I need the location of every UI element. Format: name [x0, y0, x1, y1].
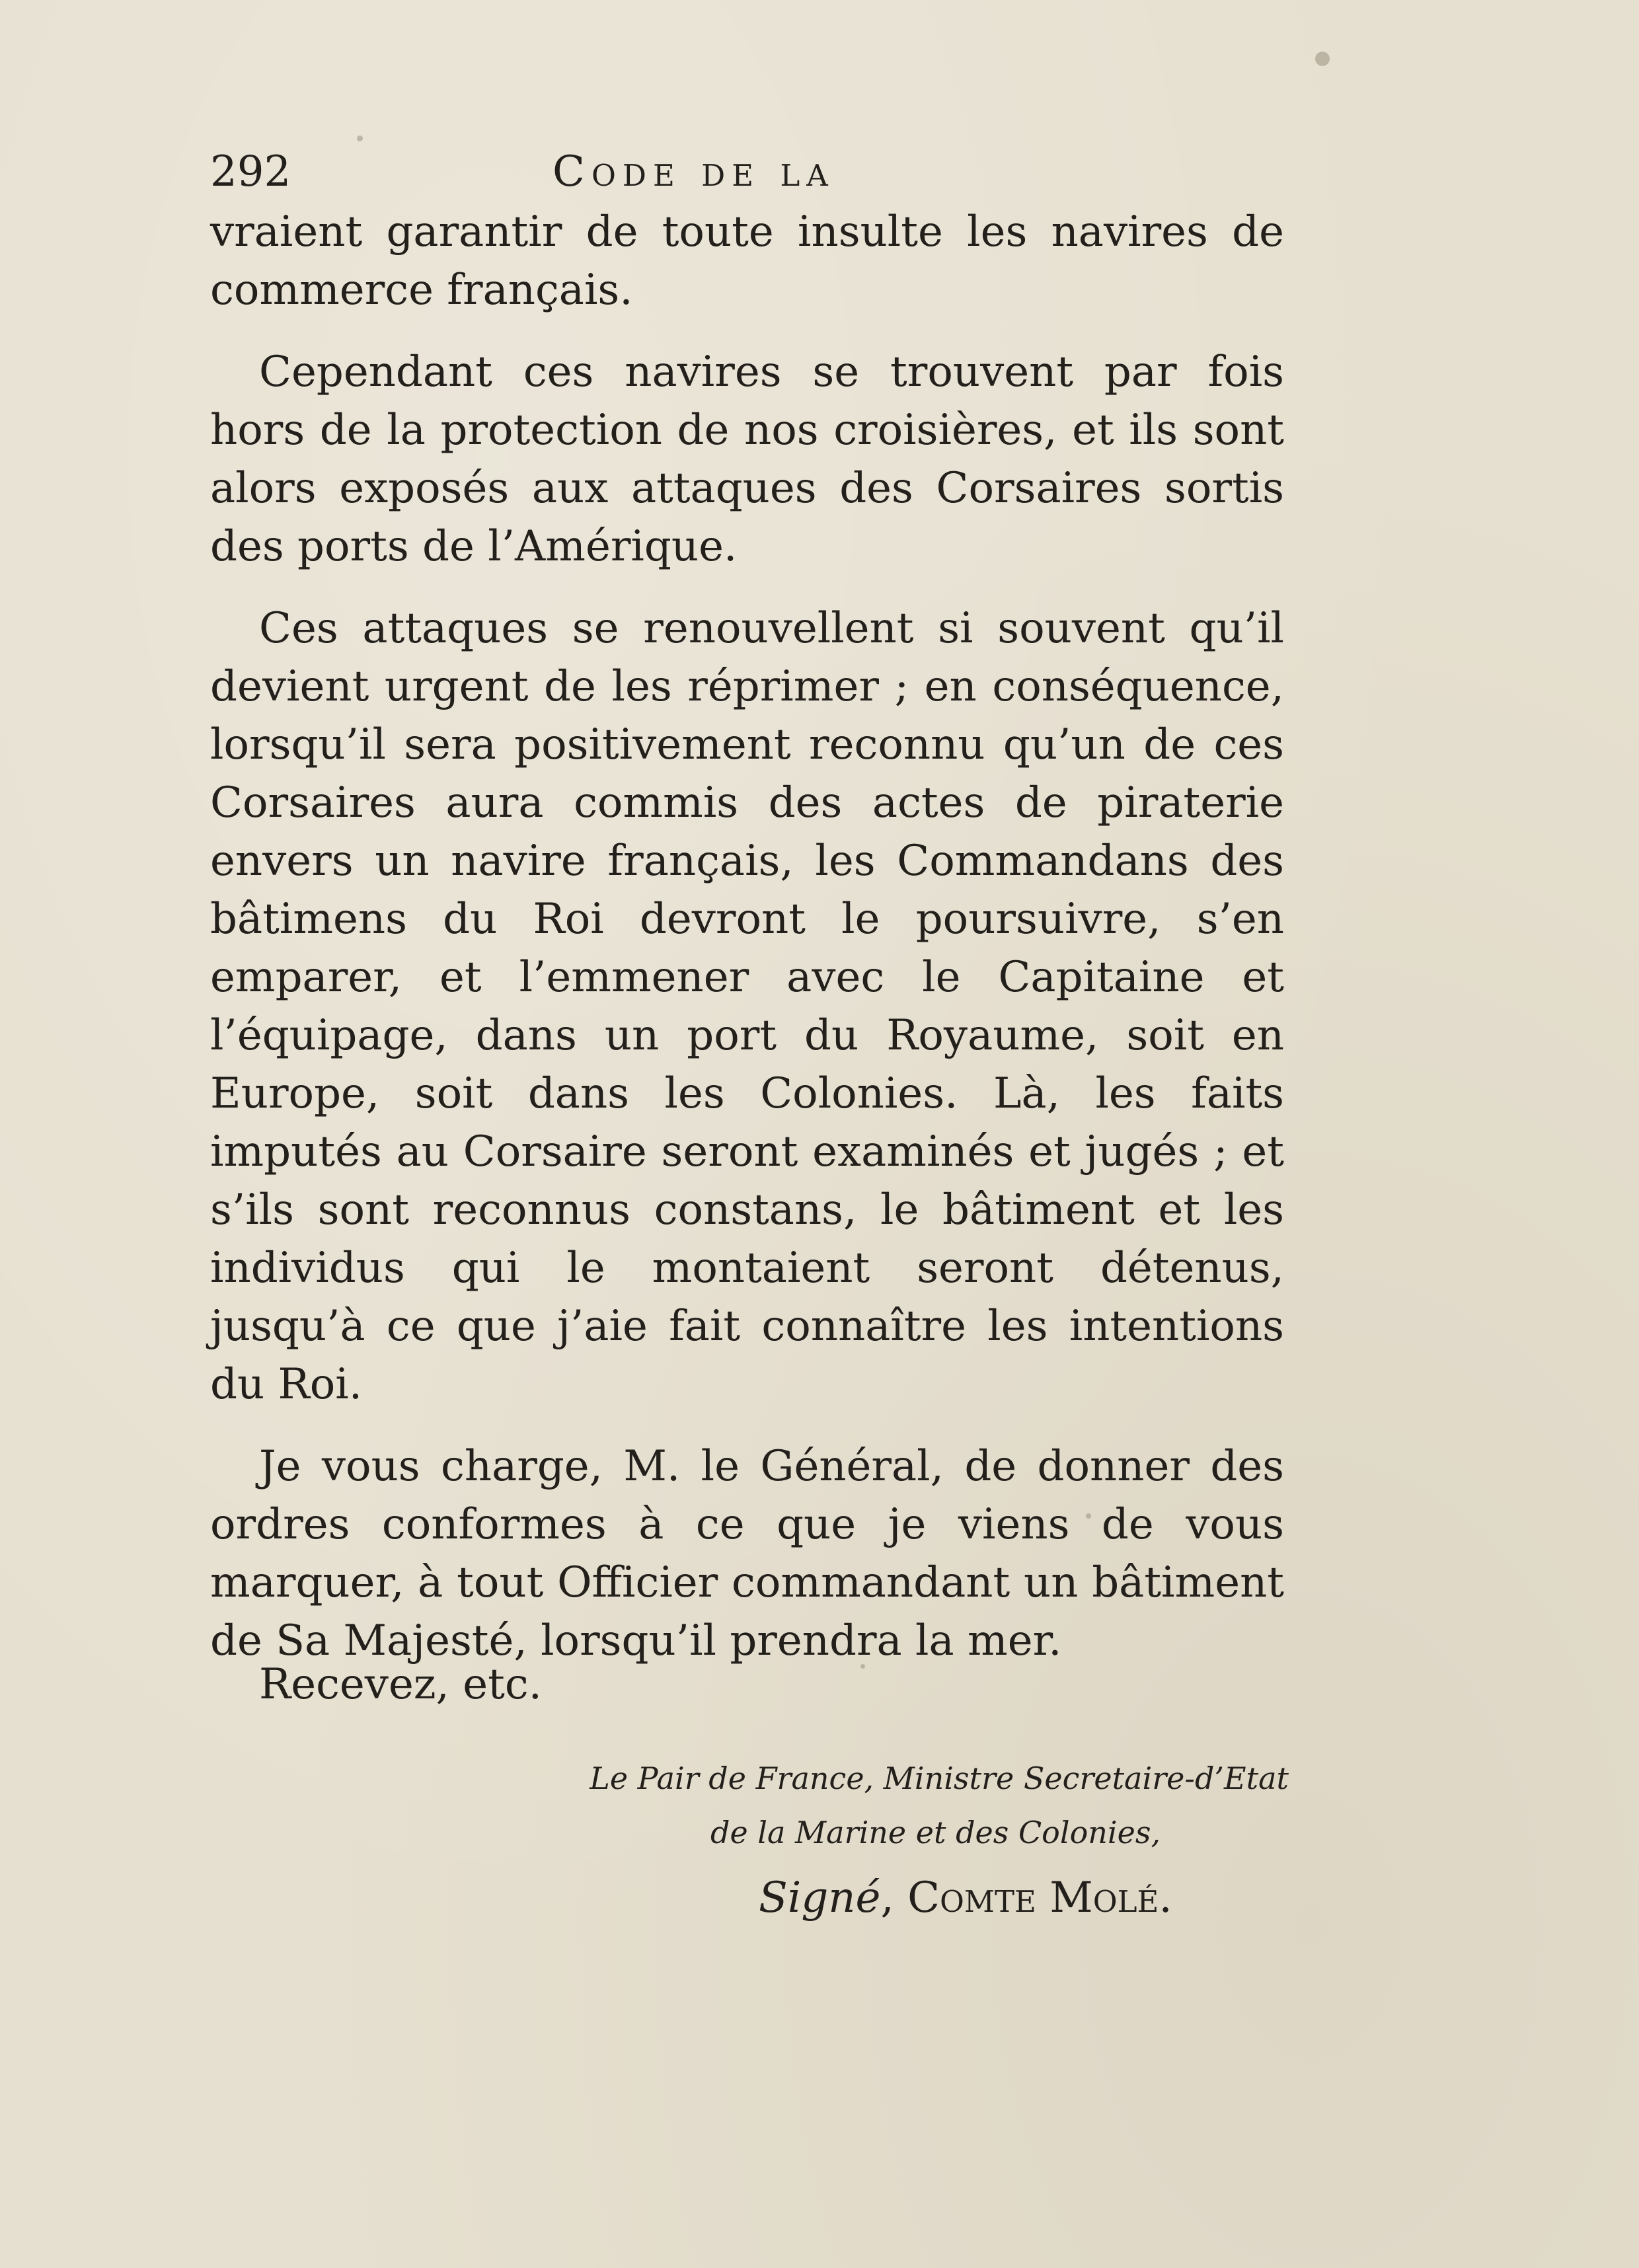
signature-title	[555, 1751, 1289, 1860]
signed-separator: ,	[880, 1873, 908, 1922]
page-header	[210, 145, 1281, 198]
paragraph-continuation: vraient garantir de toute insulte les navires de commerce français.	[210, 208, 1284, 315]
closing-formula: Recevez, etc.	[259, 1660, 542, 1709]
running-title: Code de la	[553, 147, 835, 196]
signed-line	[759, 1868, 1172, 1928]
paragraph: Cependant ces navires se trouvent par fois hors de la protection de nos croisières, et ils sont alors exposés aux attaques des Corsaires sortis des ports de l’Amérique.	[210, 348, 1284, 571]
signed-word: Signé	[759, 1873, 881, 1922]
signature-title-line: Le Pair de France, Ministre Secretaire-d’Etat	[590, 1760, 1289, 1796]
paragraph: Ces attaques se renouvellent si souvent qu’il devient urgent de les réprimer ; en conséquence, lorsqu’il sera positivement reconnu qu’un de ces Corsaires aura commis des actes de piraterie envers un navire français, les Commandans des bâtimens du Roi devront le poursuivre, s’en emparer, et l’emmener avec le Capitaine et l’équipage, dans un port du Royaume, soit en Europe, soit dans les Colonies. Là, les faits imputés au Corsaire seront examinés et jugés ; et s’ils sont reconnus constans, le bâtiment et les individus qui le montaient seront détenus, jusqu’à ce que j’aie fait connaître les intentions du Roi.	[210, 604, 1284, 1409]
body-text	[210, 203, 1284, 1694]
paper-speck	[357, 135, 363, 141]
paragraph: Je vous charge, M. le Général, de donner des ordres conformes à ce que je viens de vous marquer, à tout Officier commandant un bâtiment de Sa Majesté, lorsqu’il prendra la mer.	[210, 1442, 1284, 1665]
signer-name: Comte Molé.	[907, 1873, 1172, 1922]
paper-speck	[1315, 52, 1330, 66]
page-number: 292	[210, 147, 291, 196]
signature-title-line: de la Marine et des Colonies,	[710, 1815, 1161, 1850]
